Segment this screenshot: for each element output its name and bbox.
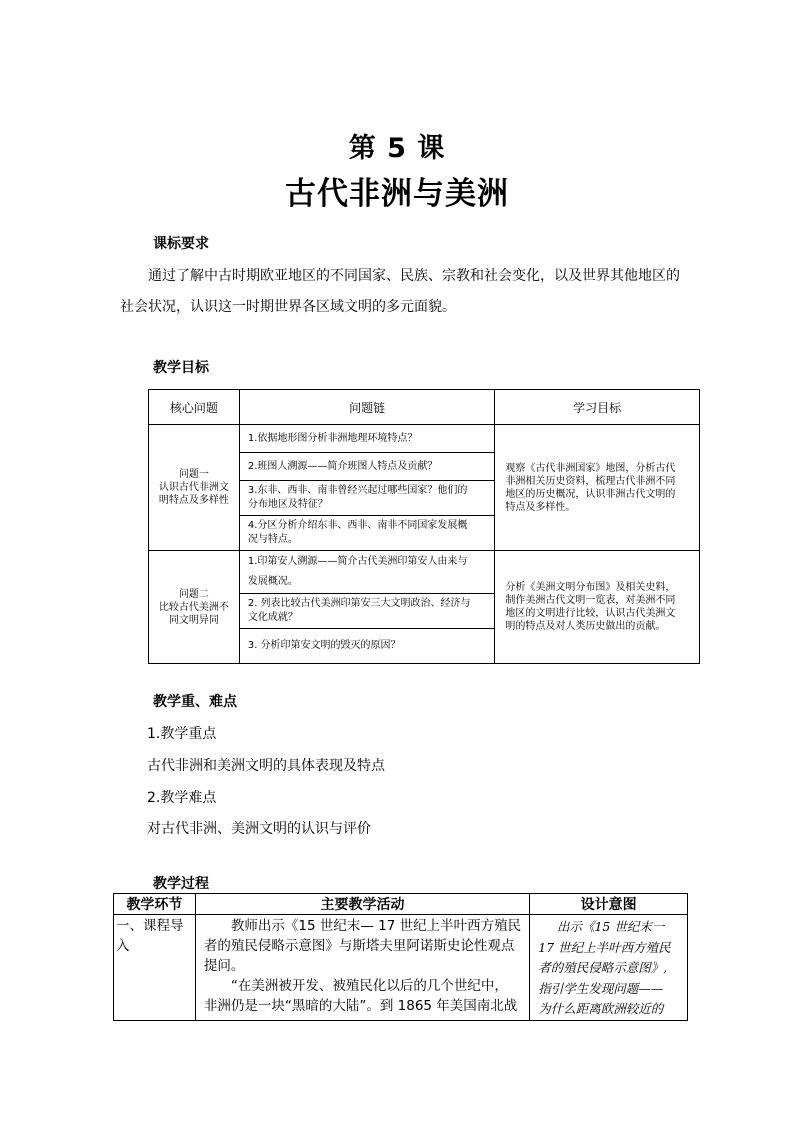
table-row [114,915,688,1021]
curriculum-text-line1: 通过了解中古时期欧亚地区的不同国家、民族、宗教和社会变化，以及世界其他地区的 [148,268,680,284]
learning-goal-1: 观察《古代非洲国家》地图，分析古代 非洲相关历史资料，梳理古代非洲不同 地区的历史概况，认识非洲古代文明的 特点及多样性。 [495,425,700,551]
chain-item: 3. 分析印第安文明的毁灭的原因？ [239,629,495,664]
table-row [149,425,700,453]
intent-cell: 出示《15 世纪末一 17 世纪上半叶西方殖民 者的殖民侵略示意图》, 指引学生发现问题—— 为什么距离欧洲较近的 [530,915,688,1021]
process-header-row [114,894,688,915]
key-points-heading: 教学重、难点 [153,694,237,710]
difficult-point-text: 对古代非洲、美洲文明的认识与评价 [147,821,371,837]
objectives-header-row [149,390,700,425]
lesson-number: 第 5 课 [348,133,446,164]
difficult-point-label: 2.教学难点 [147,790,217,806]
header-learning-goal: 学习目标 [495,390,700,425]
chain-item: 2.班图人溯源——简介班图人特点及贡献？ [239,453,495,481]
core-question-1: 问题一 认识古代非洲文 明特点及多样性 [149,425,240,551]
header-activity: 主要教学活动 [195,894,529,915]
learning-goal-2: 分析《美洲文明分布图》及相关史料， 制作美洲古代文明一览表，对美洲不同 地区的文明进行比较，认识古代美洲文 明的特点及对人类历史做出的贡献。 [495,551,700,664]
process-heading: 教学过程 [153,876,209,892]
chain-item: 1.依据地形图分析非洲地理环境特点？ [239,425,495,453]
objectives-heading: 教学目标 [153,360,209,376]
header-core-question: 核心问题 [149,390,240,425]
core-question-2: 问题二 比较古代美洲不 同文明异同 [149,551,240,664]
curriculum-heading: 课标要求 [153,236,209,252]
header-question-chain: 问题链 [239,390,495,425]
objectives-table [148,389,700,664]
chain-item: 4.分区分析介绍东非、西非、南非不同国家发展概 况与特点。 [239,516,495,551]
chain-item: 3.东非、西非、南非曾经兴起过哪些国家？他们的 分布地区及特征？ [239,481,495,516]
header-stage: 教学环节 [114,894,196,915]
key-point-text: 古代非洲和美洲文明的具体表现及特点 [147,758,385,774]
process-table [113,893,688,1021]
table-row [149,551,700,594]
chain-item: 2. 列表比较古代美洲印第安三大文明政治、经济与 文化成就？ [239,594,495,629]
key-point-label: 1.教学重点 [147,726,217,742]
stage-cell: 一、课程导 入 [114,915,196,1021]
activity-cell: 教师出示《15 世纪末— 17 世纪上半叶西方殖民 者的殖民侵略示意图》与斯塔夫里阿诺斯史论性观点 提问。 “在美洲被开发、被殖民化以后的几个世纪中， 非洲仍是一块“黑暗的大陆”。到 1865 年美国南北战 [195,915,529,1021]
header-intent: 设计意图 [530,894,688,915]
chain-item: 1.印第安人溯源——简介古代美洲印第安人由来与 发展概况。 [239,551,495,594]
curriculum-text-line2: 社会状况，认识这一时期世界各区域文明的多元面貌。 [120,299,456,315]
lesson-title: 古代非洲与美洲 [285,176,509,212]
